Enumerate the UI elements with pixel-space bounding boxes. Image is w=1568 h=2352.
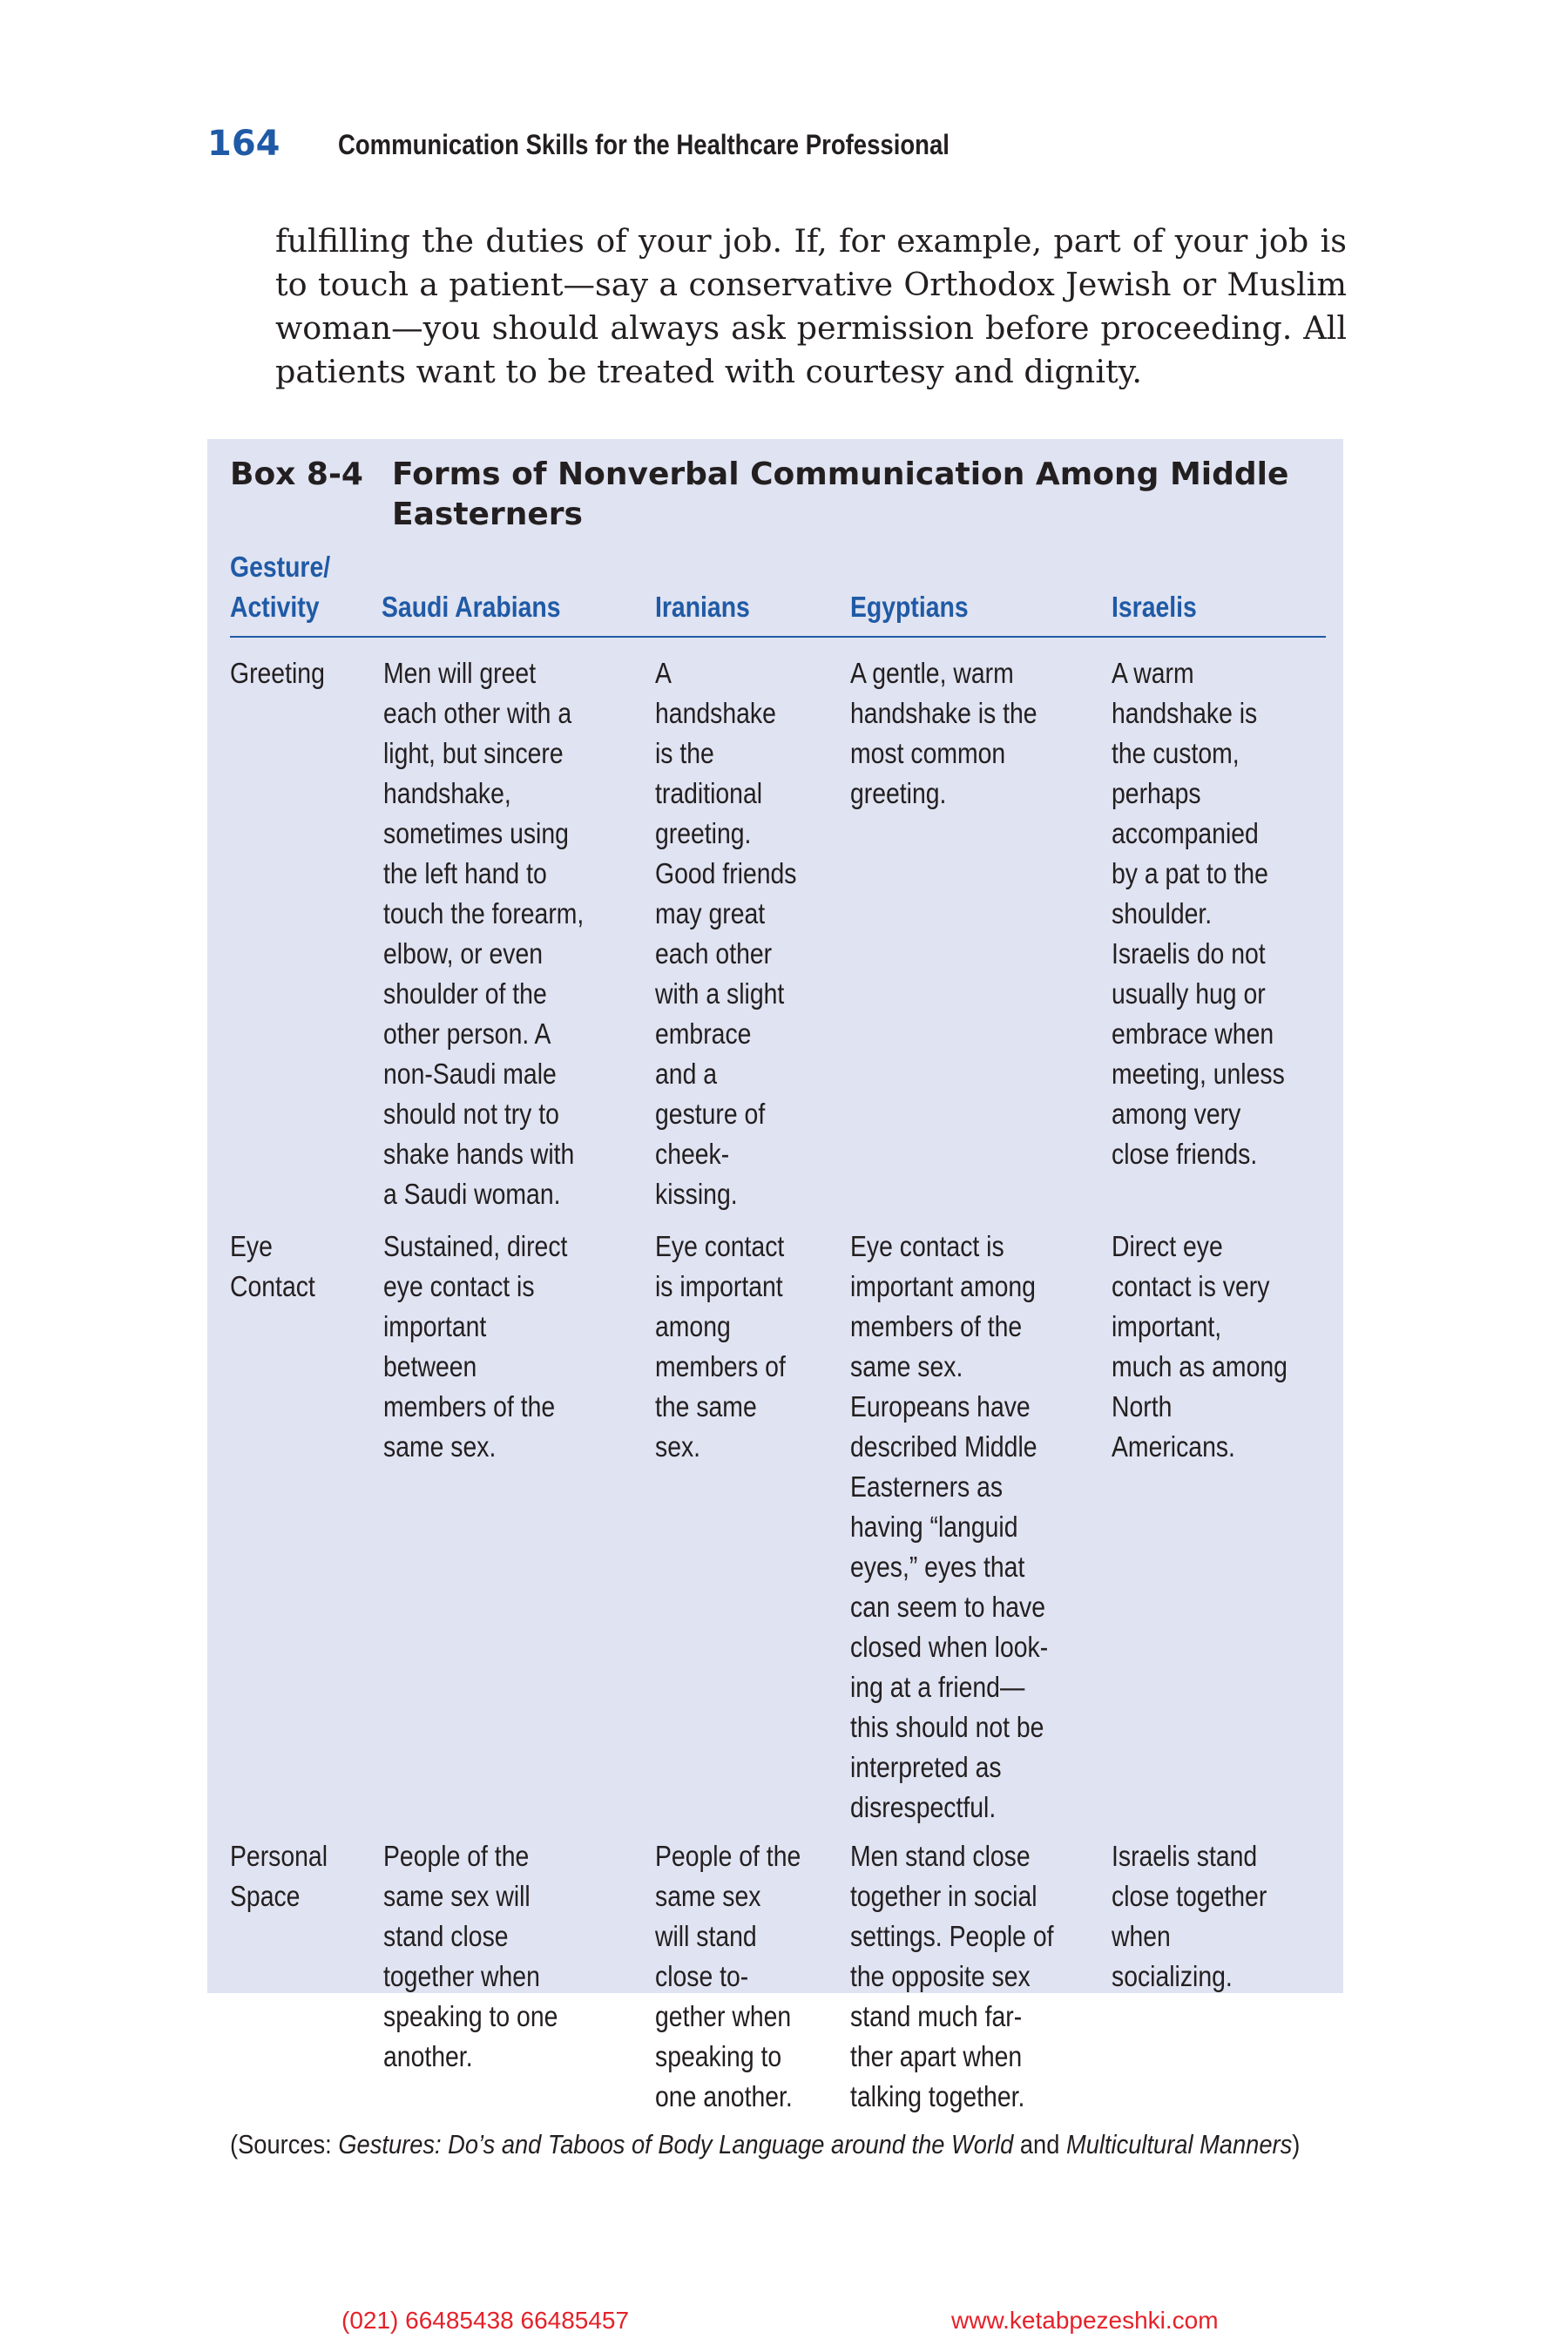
cell-israeli: A warm handshake is the custom, perhaps accompanied by a pat to the shoulder. Israelis do not usually hug or embrace when meeting, unless among very close friends.	[1112, 657, 1285, 1170]
column-header-activity: Gesture/ Activity	[230, 551, 331, 623]
column-header-israeli: Israelis	[1112, 591, 1197, 623]
sources-note: (Sources: Gestures: Do’s and Taboos of Body Language around the World and Multicultural Manners)	[230, 2129, 1301, 2159]
box-label: Box 8-4	[230, 456, 363, 492]
footer-website[interactable]: www.ketabpezeshki.com	[951, 2307, 1219, 2334]
header-rule	[230, 636, 1326, 638]
cell-saudi: Sustained, direct eye contact is important between members of the same sex.	[383, 1230, 568, 1463]
page-number: 164	[207, 124, 280, 164]
box-heading: Forms of Nonverbal Communication Among Middle Easterners	[392, 456, 1289, 532]
cell-iranian: Eye contact is important among members of the same sex.	[655, 1230, 786, 1463]
row-activity: Personal Space	[230, 1840, 328, 1912]
cell-saudi: People of the same sex will stand close together when speaking to one another.	[383, 1840, 558, 2072]
cell-egyptian: Men stand close together in social settings. People of the opposite sex stand much far- ther apart when talking together.	[850, 1840, 1054, 2112]
intro-paragraph: fulfilling the duties of your job. If, for example, part of your job is to touch a patient—say a conservative Orthodox Jewish or Muslim woman—you should always ask permission before proceeding. All patients want to be treated with courtesy and dignity.	[275, 222, 1347, 390]
column-header-iranian: Iranians	[655, 591, 750, 623]
cell-iranian: A handshake is the traditional greeting. Good friends may great each other with a slight embrace and a gesture of cheek- kissing.	[655, 657, 797, 1210]
row-activity: Eye Contact	[230, 1230, 315, 1302]
cell-israeli: Direct eye contact is very important, much as among North Americans.	[1112, 1230, 1288, 1463]
box-8-4	[207, 439, 1343, 2159]
footer-phone: (021) 66485438 66485457	[341, 2307, 630, 2334]
cell-iranian: People of the same sex will stand close to- gether when speaking to one another.	[655, 1840, 801, 2112]
cell-israeli: Israelis stand close together when socializing.	[1112, 1840, 1267, 1992]
column-header-saudi: Saudi Arabians	[382, 591, 561, 623]
source-title-gestures: Gestures: Do’s and Taboos of Body Language around the World	[338, 2129, 1014, 2159]
cell-egyptian: Eye contact is important among members of the same sex. Europeans have described Middle Easterners as having “languid eyes,” eyes that can seem to have closed when look- ing at a friend— this should not be interpreted as disrespectful.	[850, 1230, 1049, 1823]
row-activity: Greeting	[230, 657, 325, 689]
cell-saudi: Men will greet each other with a light, but sincere handshake, sometimes using the left hand to touch the forearm, elbow, or even shoulder of the other person. A non-Saudi male should not try to shake hands with a Saudi woman.	[383, 657, 585, 1210]
column-header-egyptian: Egyptians	[850, 591, 969, 623]
source-title-multicultural: Multicultural Manners	[1065, 2129, 1293, 2159]
cell-egyptian: A gentle, warm handshake is the most common greeting.	[850, 657, 1037, 809]
book-title: Communication Skills for the Healthcare Professional	[338, 129, 950, 160]
